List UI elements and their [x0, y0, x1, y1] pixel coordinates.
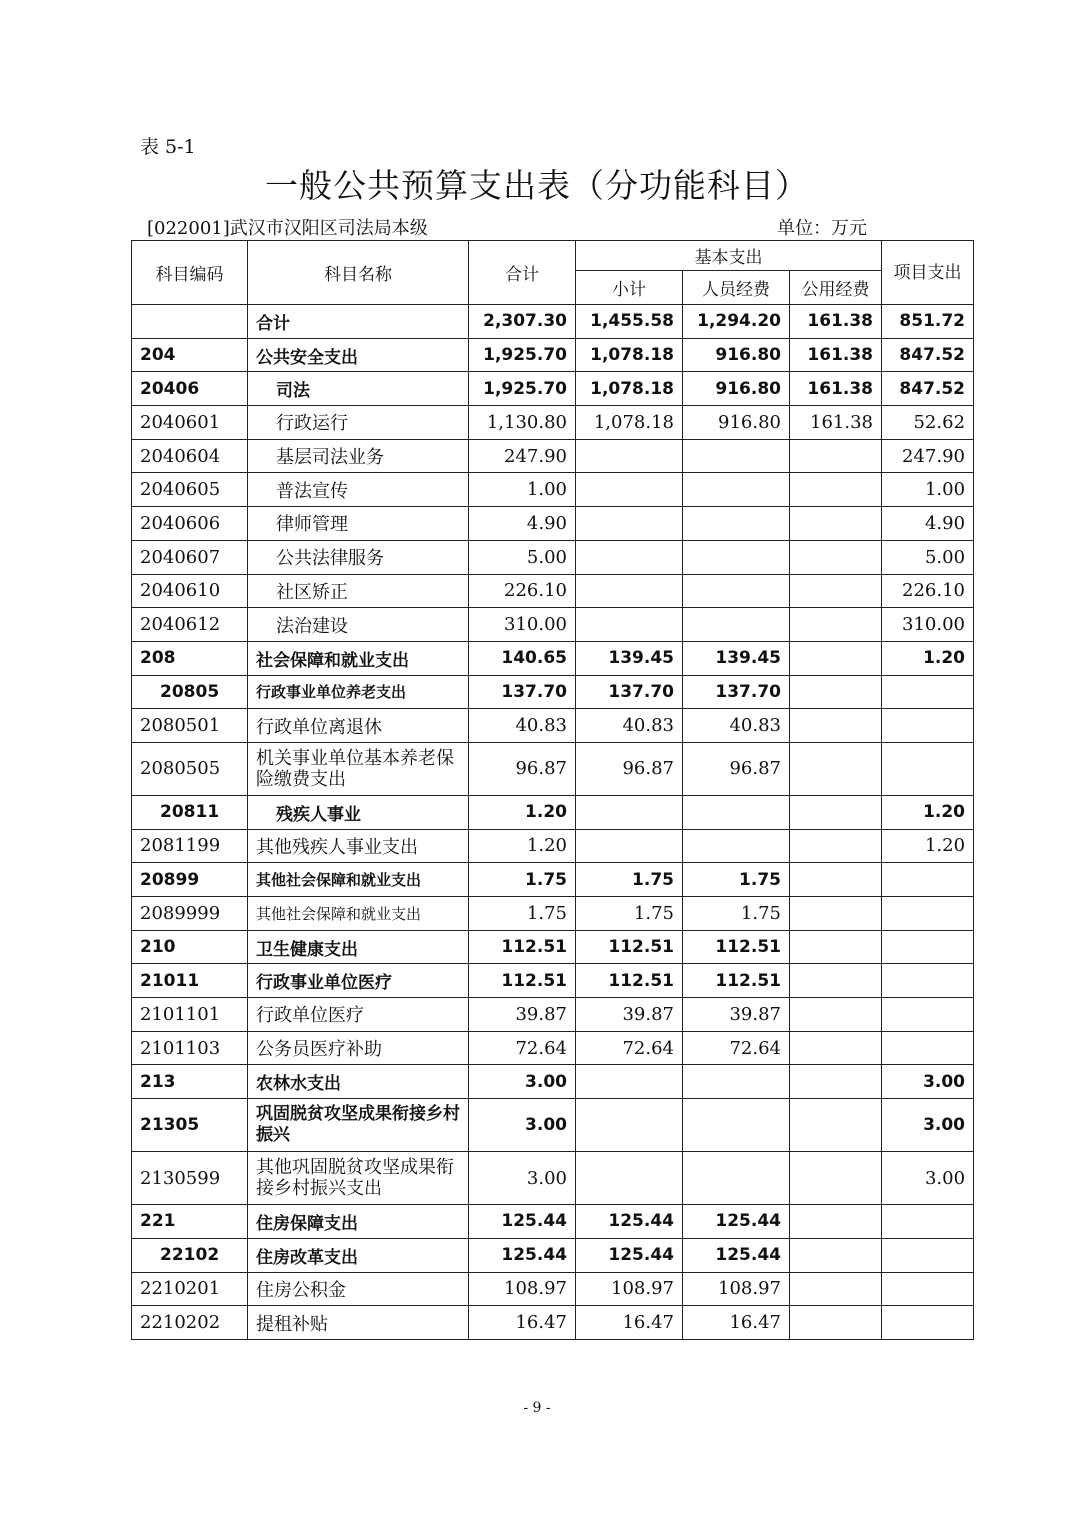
cell-project: [882, 1205, 974, 1239]
cell-name: 其他巩固脱贫攻坚成果衔接乡村振兴支出: [248, 1152, 469, 1205]
cell-subtotal: 39.87: [576, 998, 683, 1032]
table-row: [132, 1306, 974, 1340]
cell-total: 125.44: [469, 1205, 576, 1239]
cell-personnel: 916.80: [683, 372, 790, 406]
cell-public: [790, 574, 882, 608]
cell-name: 住房保障支出: [248, 1205, 469, 1239]
cell-project: 1.20: [882, 795, 974, 829]
cell-public: [790, 829, 882, 863]
col-header-public: 公用经费: [790, 271, 882, 305]
cell-name: 其他残疾人事业支出: [248, 829, 469, 863]
cell-personnel: 125.44: [683, 1238, 790, 1272]
cell-subtotal: 108.97: [576, 1272, 683, 1306]
table-row: [132, 964, 974, 998]
cell-code: 2081199: [132, 829, 248, 863]
page-number: - 9 -: [523, 1400, 551, 1416]
cell-name: 其他社会保障和就业支出: [248, 863, 469, 897]
cell-personnel: 108.97: [683, 1272, 790, 1306]
table-row: [132, 1152, 974, 1205]
cell-project: 247.90: [882, 439, 974, 473]
cell-personnel: 1.75: [683, 863, 790, 897]
cell-project: [882, 1272, 974, 1306]
cell-subtotal: [576, 829, 683, 863]
table-row: [132, 406, 974, 440]
table-row: [132, 863, 974, 897]
cell-personnel: 137.70: [683, 675, 790, 709]
cell-project: 3.00: [882, 1065, 974, 1099]
cell-total: 112.51: [469, 964, 576, 998]
cell-personnel: 39.87: [683, 998, 790, 1032]
cell-project: [882, 930, 974, 964]
cell-subtotal: 1,455.58: [576, 305, 683, 339]
cell-total: 247.90: [469, 439, 576, 473]
cell-total: 140.65: [469, 641, 576, 675]
cell-personnel: [683, 829, 790, 863]
cell-personnel: [683, 540, 790, 574]
cell-subtotal: [576, 1152, 683, 1205]
cell-subtotal: 125.44: [576, 1238, 683, 1272]
cell-name: 普法宣传: [248, 473, 469, 507]
cell-name: 公共安全支出: [248, 338, 469, 372]
cell-project: 3.00: [882, 1099, 974, 1152]
cell-total: 39.87: [469, 998, 576, 1032]
table-row: [132, 540, 974, 574]
cell-project: [882, 863, 974, 897]
cell-personnel: 40.83: [683, 709, 790, 743]
cell-project: 4.90: [882, 507, 974, 541]
cell-total: 1,925.70: [469, 372, 576, 406]
page-title: 一般公共预算支出表（分功能科目）: [265, 166, 809, 205]
cell-name: 住房改革支出: [248, 1238, 469, 1272]
cell-name: 行政事业单位养老支出: [248, 675, 469, 709]
budget-table: [131, 240, 974, 1340]
cell-code: 208: [132, 641, 248, 675]
table-row: [132, 305, 974, 339]
cell-code: 2210201: [132, 1272, 248, 1306]
cell-total: 72.64: [469, 1031, 576, 1065]
cell-total: 3.00: [469, 1065, 576, 1099]
cell-code: 221: [132, 1205, 248, 1239]
cell-code: 2101103: [132, 1031, 248, 1065]
col-header-project: 项目支出: [882, 241, 974, 305]
cell-name: 卫生健康支出: [248, 930, 469, 964]
cell-public: [790, 507, 882, 541]
unit-label: 单位：万元: [777, 218, 867, 239]
cell-subtotal: [576, 473, 683, 507]
cell-subtotal: 112.51: [576, 964, 683, 998]
cell-name: 基层司法业务: [248, 439, 469, 473]
col-header-basic: 基本支出: [576, 241, 882, 271]
cell-public: [790, 1272, 882, 1306]
cell-public: 161.38: [790, 406, 882, 440]
table-row: [132, 372, 974, 406]
cell-project: 1.00: [882, 473, 974, 507]
cell-public: [790, 897, 882, 931]
cell-personnel: [683, 439, 790, 473]
col-header-name: 科目名称: [248, 241, 469, 305]
cell-public: [790, 1152, 882, 1205]
cell-name: 其他社会保障和就业支出: [248, 897, 469, 931]
cell-total: 3.00: [469, 1152, 576, 1205]
cell-public: [790, 742, 882, 795]
cell-code: 21011: [132, 964, 248, 998]
table-row: [132, 574, 974, 608]
cell-code: 2080501: [132, 709, 248, 743]
cell-project: [882, 1306, 974, 1340]
cell-subtotal: 96.87: [576, 742, 683, 795]
cell-public: [790, 709, 882, 743]
cell-public: [790, 1031, 882, 1065]
cell-public: [790, 964, 882, 998]
cell-total: 40.83: [469, 709, 576, 743]
cell-total: 4.90: [469, 507, 576, 541]
table-row: [132, 1065, 974, 1099]
cell-subtotal: [576, 1065, 683, 1099]
cell-name: 合计: [248, 305, 469, 339]
cell-code: 2210202: [132, 1306, 248, 1340]
cell-public: [790, 795, 882, 829]
cell-project: 847.52: [882, 338, 974, 372]
table-label: 表 5-1: [140, 136, 196, 158]
cell-name: 残疾人事业: [248, 795, 469, 829]
col-header-subtotal: 小计: [576, 271, 683, 305]
cell-public: [790, 540, 882, 574]
cell-personnel: [683, 1152, 790, 1205]
cell-code: 2101101: [132, 998, 248, 1032]
table-row: [132, 998, 974, 1032]
cell-project: 1.20: [882, 829, 974, 863]
cell-project: [882, 964, 974, 998]
cell-name: 行政单位医疗: [248, 998, 469, 1032]
header-row-1: [132, 241, 974, 271]
cell-code: 2089999: [132, 897, 248, 931]
cell-code: [132, 305, 248, 339]
cell-project: 851.72: [882, 305, 974, 339]
cell-subtotal: 1.75: [576, 897, 683, 931]
table-row: [132, 709, 974, 743]
cell-code: 2040610: [132, 574, 248, 608]
cell-personnel: 139.45: [683, 641, 790, 675]
cell-code: 20406: [132, 372, 248, 406]
cell-project: [882, 709, 974, 743]
cell-public: [790, 1065, 882, 1099]
cell-name: 公共法律服务: [248, 540, 469, 574]
cell-subtotal: 72.64: [576, 1031, 683, 1065]
table-row: [132, 795, 974, 829]
cell-project: [882, 742, 974, 795]
cell-personnel: [683, 507, 790, 541]
cell-subtotal: 125.44: [576, 1205, 683, 1239]
cell-code: 2130599: [132, 1152, 248, 1205]
cell-public: [790, 608, 882, 642]
cell-total: 1,130.80: [469, 406, 576, 440]
cell-code: 21305: [132, 1099, 248, 1152]
table-row: [132, 829, 974, 863]
table-row: [132, 1205, 974, 1239]
cell-name: 行政单位离退休: [248, 709, 469, 743]
cell-name: 巩固脱贫攻坚成果衔接乡村振兴: [248, 1099, 469, 1152]
cell-name: 行政运行: [248, 406, 469, 440]
cell-public: [790, 930, 882, 964]
cell-project: 52.62: [882, 406, 974, 440]
cell-public: [790, 675, 882, 709]
table-row: [132, 608, 974, 642]
cell-subtotal: 1,078.18: [576, 372, 683, 406]
cell-code: 2040601: [132, 406, 248, 440]
cell-total: 112.51: [469, 930, 576, 964]
table-row: [132, 473, 974, 507]
cell-subtotal: 40.83: [576, 709, 683, 743]
cell-personnel: 125.44: [683, 1205, 790, 1239]
cell-public: [790, 1306, 882, 1340]
cell-code: 2040606: [132, 507, 248, 541]
cell-personnel: 916.80: [683, 338, 790, 372]
cell-personnel: 72.64: [683, 1031, 790, 1065]
organization-label: [022001]武汉市汉阳区司法局本级: [147, 218, 428, 239]
cell-total: 16.47: [469, 1306, 576, 1340]
cell-subtotal: [576, 795, 683, 829]
cell-subtotal: [576, 1099, 683, 1152]
cell-personnel: [683, 1065, 790, 1099]
cell-subtotal: [576, 439, 683, 473]
cell-project: [882, 1238, 974, 1272]
table-row: [132, 1099, 974, 1152]
cell-name: 司法: [248, 372, 469, 406]
table-row: [132, 1238, 974, 1272]
col-header-code: 科目编码: [132, 241, 248, 305]
cell-total: 2,307.30: [469, 305, 576, 339]
cell-project: [882, 675, 974, 709]
cell-code: 2040605: [132, 473, 248, 507]
cell-project: [882, 998, 974, 1032]
cell-project: 5.00: [882, 540, 974, 574]
table-row: [132, 507, 974, 541]
cell-code: 210: [132, 930, 248, 964]
table-row: [132, 675, 974, 709]
cell-total: 310.00: [469, 608, 576, 642]
cell-subtotal: 16.47: [576, 1306, 683, 1340]
cell-personnel: 16.47: [683, 1306, 790, 1340]
cell-personnel: 1.75: [683, 897, 790, 931]
cell-total: 108.97: [469, 1272, 576, 1306]
cell-subtotal: 139.45: [576, 641, 683, 675]
cell-total: 3.00: [469, 1099, 576, 1152]
cell-total: 1,925.70: [469, 338, 576, 372]
cell-personnel: [683, 473, 790, 507]
cell-name: 社区矫正: [248, 574, 469, 608]
cell-project: [882, 1031, 974, 1065]
cell-project: 310.00: [882, 608, 974, 642]
cell-public: [790, 998, 882, 1032]
table-row: [132, 439, 974, 473]
cell-personnel: [683, 608, 790, 642]
table-row: [132, 742, 974, 795]
cell-personnel: [683, 574, 790, 608]
cell-total: 1.00: [469, 473, 576, 507]
cell-project: 1.20: [882, 641, 974, 675]
cell-subtotal: 1,078.18: [576, 406, 683, 440]
cell-name: 住房公积金: [248, 1272, 469, 1306]
cell-name: 律师管理: [248, 507, 469, 541]
cell-total: 96.87: [469, 742, 576, 795]
cell-subtotal: 137.70: [576, 675, 683, 709]
cell-code: 2040612: [132, 608, 248, 642]
cell-code: 2040604: [132, 439, 248, 473]
cell-total: 1.20: [469, 795, 576, 829]
cell-subtotal: 112.51: [576, 930, 683, 964]
cell-name: 提租补贴: [248, 1306, 469, 1340]
cell-total: 137.70: [469, 675, 576, 709]
cell-public: 161.38: [790, 372, 882, 406]
table-row: [132, 641, 974, 675]
cell-total: 226.10: [469, 574, 576, 608]
cell-project: 3.00: [882, 1152, 974, 1205]
cell-code: 20805: [132, 675, 248, 709]
cell-public: [790, 641, 882, 675]
cell-public: [790, 1238, 882, 1272]
table-row: [132, 1272, 974, 1306]
cell-public: [790, 473, 882, 507]
cell-total: 1.20: [469, 829, 576, 863]
cell-code: 2080505: [132, 742, 248, 795]
col-header-total: 合计: [469, 241, 576, 305]
cell-personnel: 112.51: [683, 930, 790, 964]
cell-total: 125.44: [469, 1238, 576, 1272]
cell-total: 5.00: [469, 540, 576, 574]
cell-code: 213: [132, 1065, 248, 1099]
col-header-personnel: 人员经费: [683, 271, 790, 305]
cell-name: 公务员医疗补助: [248, 1031, 469, 1065]
table-row: [132, 930, 974, 964]
cell-code: 20811: [132, 795, 248, 829]
cell-project: 847.52: [882, 372, 974, 406]
cell-public: 161.38: [790, 338, 882, 372]
cell-personnel: 112.51: [683, 964, 790, 998]
cell-personnel: 96.87: [683, 742, 790, 795]
cell-subtotal: 1.75: [576, 863, 683, 897]
cell-subtotal: [576, 608, 683, 642]
cell-name: 法治建设: [248, 608, 469, 642]
cell-personnel: 916.80: [683, 406, 790, 440]
cell-name: 社会保障和就业支出: [248, 641, 469, 675]
cell-code: 22102: [132, 1238, 248, 1272]
cell-subtotal: [576, 507, 683, 541]
cell-code: 204: [132, 338, 248, 372]
cell-total: 1.75: [469, 897, 576, 931]
table-row: [132, 1031, 974, 1065]
cell-total: 1.75: [469, 863, 576, 897]
cell-public: [790, 863, 882, 897]
cell-code: 2040607: [132, 540, 248, 574]
table-row: [132, 897, 974, 931]
cell-project: 226.10: [882, 574, 974, 608]
cell-public: [790, 1205, 882, 1239]
cell-name: 行政事业单位医疗: [248, 964, 469, 998]
cell-name: 农林水支出: [248, 1065, 469, 1099]
cell-personnel: [683, 795, 790, 829]
cell-public: [790, 1099, 882, 1152]
cell-personnel: 1,294.20: [683, 305, 790, 339]
cell-name: 机关事业单位基本养老保险缴费支出: [248, 742, 469, 795]
cell-subtotal: [576, 540, 683, 574]
cell-code: 20899: [132, 863, 248, 897]
table-row: [132, 338, 974, 372]
cell-subtotal: [576, 574, 683, 608]
cell-public: [790, 439, 882, 473]
cell-subtotal: 1,078.18: [576, 338, 683, 372]
cell-project: [882, 897, 974, 931]
cell-personnel: [683, 1099, 790, 1152]
cell-public: 161.38: [790, 305, 882, 339]
